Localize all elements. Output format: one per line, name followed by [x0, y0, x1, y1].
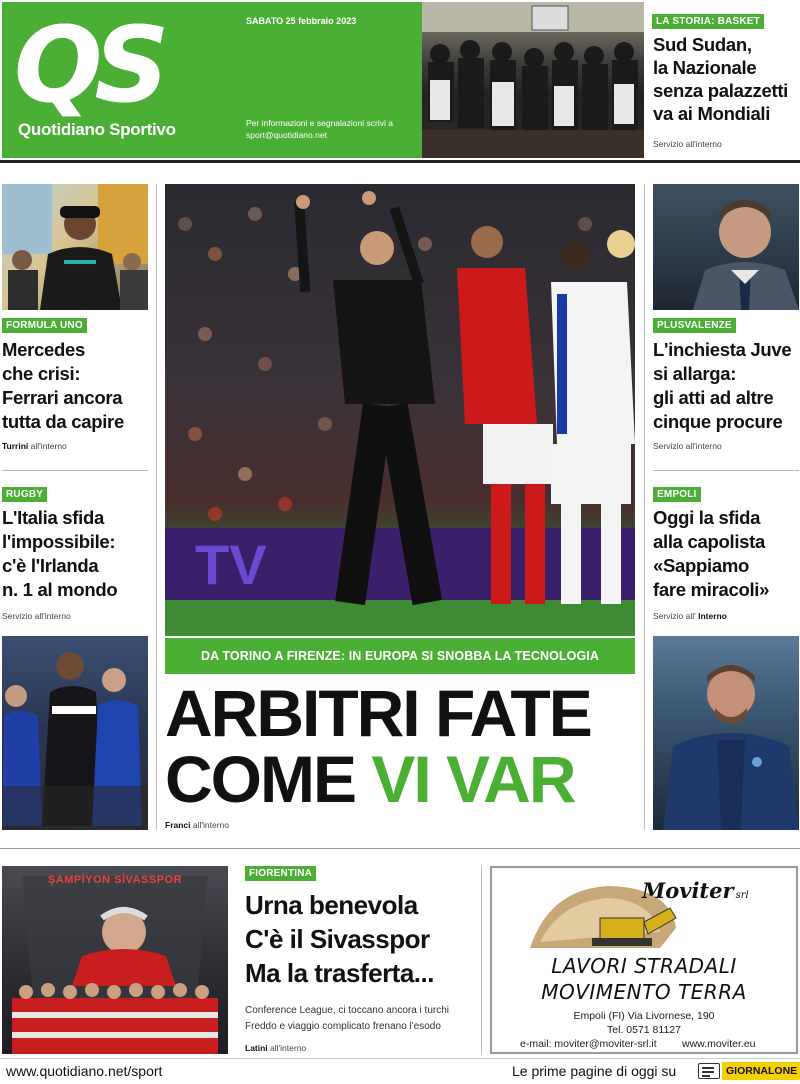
rugby-headline[interactable]: [2, 506, 152, 602]
headline-line: Ma la trasferta...: [245, 958, 434, 988]
headline-line: L'Italia sfida: [2, 507, 104, 528]
byline-author: Latini: [245, 1043, 268, 1053]
footer-caption: Le prime pagine di oggi su: [512, 1063, 677, 1079]
byline-rest: all'interno: [190, 820, 229, 830]
byline-rest: all'interno: [28, 441, 67, 451]
ad-email: e-mail: moviter@moviter-srl.it: [520, 1038, 657, 1050]
giornalone-badge[interactable]: [698, 1061, 800, 1081]
column-divider-bottom: [481, 866, 482, 1054]
ad-line-2: MOVIMENTO TERRA: [541, 980, 747, 1004]
headline-line: che crisi:: [2, 363, 81, 384]
main-headline-green-part: VI VAR: [371, 742, 575, 816]
byline-bold: Interno: [698, 611, 727, 621]
byline-author: Turrini: [2, 441, 29, 451]
ad-phone: Tel. 0571 81127: [607, 1024, 681, 1036]
ad-company-name: Moviter: [642, 878, 734, 903]
headline-line: fare miracoli»: [653, 579, 770, 600]
empoli-byline: [653, 611, 727, 621]
headline-line: si allarga:: [653, 363, 737, 384]
headline-line: l'impossibile:: [2, 531, 116, 552]
headline-line: va ai Mondiali: [653, 103, 771, 124]
headline-line: senza palazzetti: [653, 80, 789, 101]
column-divider-right: [644, 184, 645, 830]
referee-photo: [165, 184, 635, 636]
ad-company: [642, 878, 749, 903]
headline-line: gli atti ad altre: [653, 387, 774, 408]
fiorentina-summary-2: Freddo e viaggio complicato frenano l'esodo: [245, 1021, 441, 1032]
empoli-headline[interactable]: [653, 506, 800, 602]
headline-line: Urna benevola: [245, 890, 418, 920]
tag-fiorentina: FIORENTINA: [245, 866, 316, 881]
masthead: [2, 2, 422, 158]
headline-line: «Sappiamo: [653, 555, 749, 576]
team-illustration: [422, 2, 644, 158]
juve-headline[interactable]: [653, 338, 800, 434]
basketball-team-photo: [422, 2, 644, 158]
brand-name: Quotidiano Sportivo: [18, 120, 176, 139]
headline-line: Oggi la sfida: [653, 507, 761, 528]
zanetti-photo: [653, 636, 799, 830]
headline-line: tutta da capire: [2, 411, 124, 432]
kicker-bar: [165, 638, 635, 674]
issue-date: SABATO 25 febbraio 2023: [246, 16, 357, 26]
footer-url[interactable]: www.quotidiano.net/sport: [6, 1063, 163, 1079]
newspaper-icon: [698, 1063, 720, 1079]
top-story-headline[interactable]: [653, 33, 799, 125]
rugby-byline: Servizio all'interno: [2, 611, 71, 621]
ad-address: Empoli (FI) Via Livornese, 190: [573, 1010, 715, 1022]
fiorentina-headline[interactable]: [245, 888, 485, 990]
kicker-text: DA TORINO A FIRENZE: IN EUROPA SI SNOBBA LA TECNOLOGIA: [201, 649, 599, 663]
main-headline-black-part: COME: [165, 742, 372, 816]
headline-line: L'inchiesta Juve: [653, 339, 792, 360]
main-headline-line-2: [165, 742, 635, 816]
main-headline[interactable]: [165, 676, 635, 816]
contact-email: sport@quotidiano.net: [246, 130, 327, 140]
headline-line: c'è l'Irlanda: [2, 555, 99, 576]
byline-author: Franci: [165, 820, 191, 830]
headline-line: cinque procure: [653, 411, 783, 432]
masthead-divider: [0, 160, 800, 163]
fiorentina-summary-1: Conference League, ci toccano ancora i turchi: [245, 1005, 450, 1016]
byline-rest: Servizio all': [653, 611, 699, 621]
fiorentina-byline: [245, 1043, 306, 1053]
hamilton-photo: [2, 184, 148, 310]
main-byline: [165, 820, 229, 830]
byline-rest: all'interno: [267, 1043, 307, 1053]
juve-byline: Servizio all'interno: [653, 441, 722, 451]
tag-empoli: EMPOLI: [653, 487, 701, 502]
ad-website: www.moviter.eu: [682, 1038, 756, 1050]
divider: [2, 470, 148, 471]
headline-line: Mercedes: [2, 339, 85, 360]
main-headline-line-1: ARBITRI FATE: [165, 676, 591, 750]
tag-formula-uno: FORMULA UNO: [2, 318, 87, 333]
headline-line: alla capolista: [653, 531, 765, 552]
qs-logo: [14, 4, 224, 126]
poster-title: ŞAMPİYON SİVASSPOR: [47, 874, 183, 886]
headline-line: C'è il Sivasspor: [245, 924, 430, 954]
giornalone-label: GIORNALONE: [722, 1062, 800, 1080]
contact-line-1: Per informazioni e segnalazioni scrivi a: [246, 118, 393, 128]
tag-rugby: RUGBY: [2, 487, 47, 502]
logo-text: QS: [14, 4, 162, 126]
column-divider-left: [156, 184, 157, 830]
moviter-ad[interactable]: [490, 866, 798, 1054]
divider: [653, 470, 799, 471]
top-story-byline: Servizio all'interno: [653, 139, 722, 149]
sivasspor-poster: [2, 866, 228, 1054]
agnelli-photo: [653, 184, 799, 310]
rugby-photo: [2, 636, 148, 830]
headline-line: Ferrari ancora: [2, 387, 123, 408]
tag-basket: LA STORIA: BASKET: [652, 14, 764, 29]
headline-line: Sud Sudan,: [653, 34, 752, 55]
headline-line: n. 1 al mondo: [2, 579, 118, 600]
ad-line-1: LAVORI STRADALI: [551, 954, 737, 978]
section-divider: [0, 848, 800, 849]
ad-company-suffix: srl: [735, 890, 749, 901]
ad-board-text: TV: [195, 533, 267, 596]
headline-line: la Nazionale: [653, 57, 757, 78]
formula-uno-byline: [2, 441, 67, 451]
tag-plusvalenze: PLUSVALENZE: [653, 318, 736, 333]
footer-rule: [0, 1058, 800, 1059]
formula-uno-headline[interactable]: [2, 338, 152, 434]
